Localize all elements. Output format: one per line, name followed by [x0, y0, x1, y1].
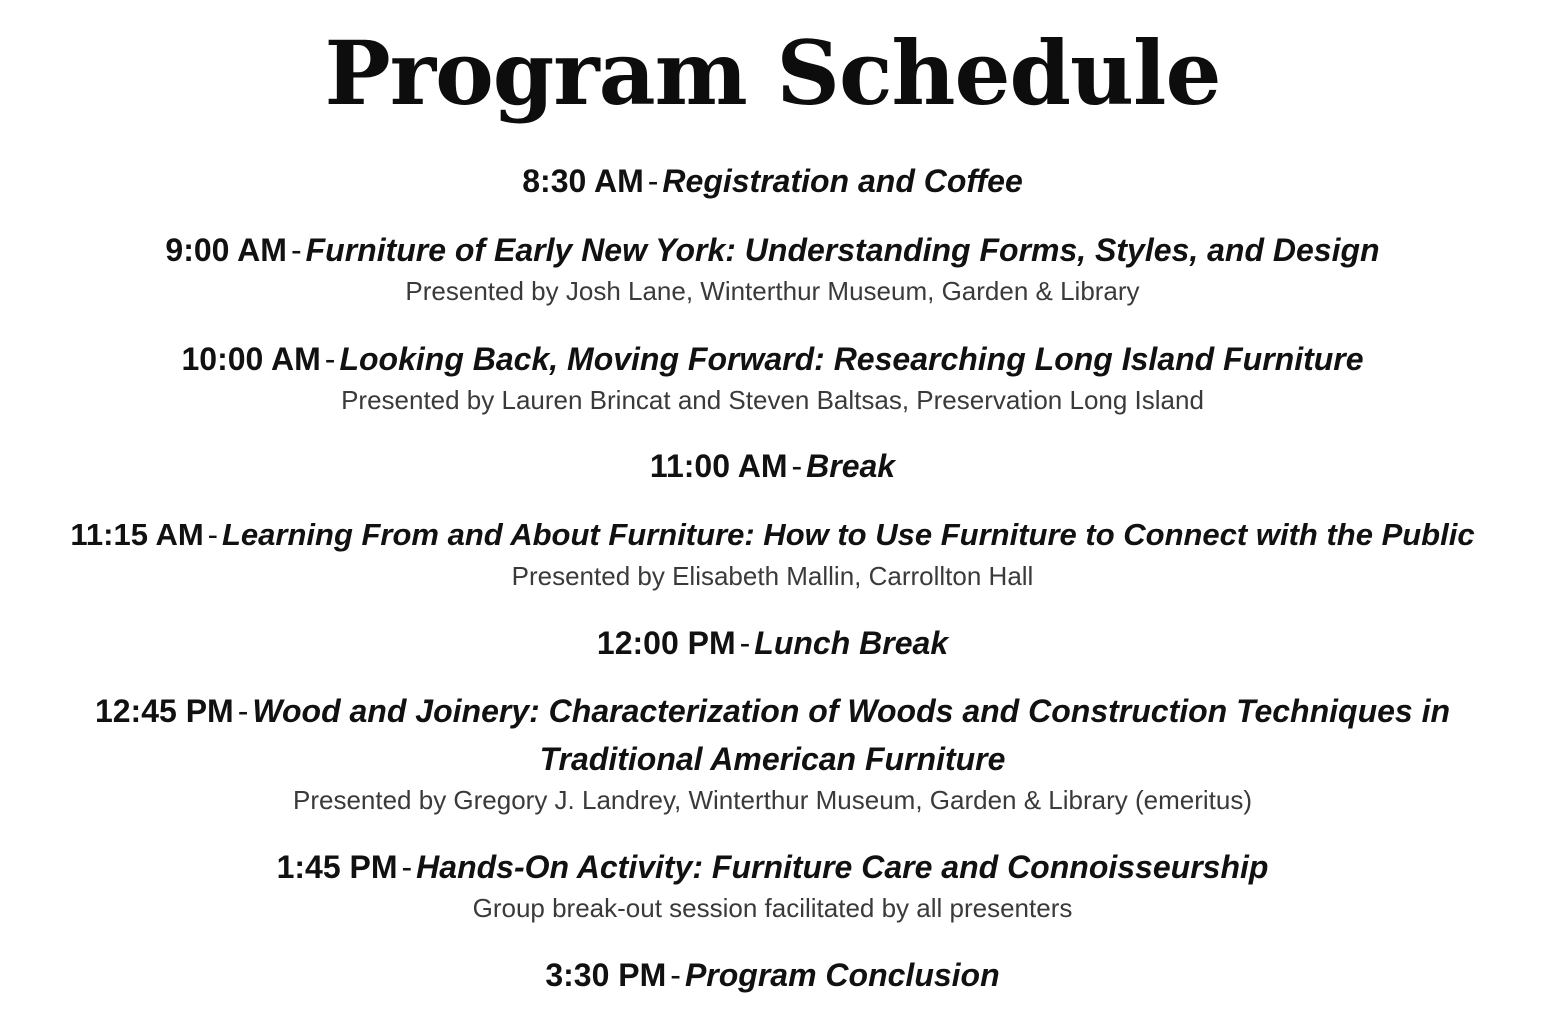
schedule-time: 11:00 AM [649, 448, 788, 484]
session-title: Wood and Joinery: Characterization of Woods and Construction Techniques in Traditional American Furniture [252, 693, 1451, 777]
schedule-item-wood-and-joinery [0, 687, 1545, 817]
schedule-headline [0, 335, 1545, 383]
schedule-headline [0, 951, 1545, 999]
time-separator: - [324, 341, 336, 377]
time-separator: - [647, 163, 659, 199]
time-separator: - [670, 957, 681, 993]
schedule-time: 12:45 PM [94, 693, 234, 729]
schedule-item-learning-from-furniture [0, 511, 1545, 593]
session-title: Hands-On Activity: Furniture Care and Connoisseurship [416, 849, 1269, 885]
time-separator: - [237, 693, 249, 729]
schedule-item-conclusion [0, 951, 1545, 999]
schedule-time: 10:00 AM [181, 341, 321, 377]
schedule-headline [0, 511, 1545, 559]
page-title: Program Schedule [324, 21, 1221, 125]
session-title: Looking Back, Moving Forward: Researching Long Island Furniture [339, 341, 1364, 377]
presenter-line: Presented by Josh Lane, Winterthur Museum, Garden & Library [405, 276, 1140, 306]
schedule-headline [43, 687, 1503, 783]
presenter-line: Presented by Lauren Brincat and Steven Baltsas, Preservation Long Island [341, 385, 1204, 415]
schedule-headline [0, 843, 1545, 891]
time-separator: - [207, 517, 218, 552]
time-separator: - [791, 448, 803, 484]
schedule-item-early-new-york [0, 226, 1545, 308]
presenter-line: Presented by Elisabeth Mallin, Carrollton Hall [511, 561, 1034, 591]
schedule-time: 9:00 AM [165, 232, 287, 268]
schedule-time: 8:30 AM [522, 163, 644, 199]
session-title: Learning From and About Furniture: How to Use Furniture to Connect with the Public [221, 517, 1475, 552]
schedule-headline [0, 619, 1545, 667]
schedule-time: 12:00 PM [596, 625, 736, 661]
time-separator: - [401, 849, 413, 885]
presenter-line: Group break-out session facilitated by all presenters [472, 893, 1073, 923]
presenter-line: Presented by Gregory J. Landrey, Winterthur Museum, Garden & Library (emeritus) [292, 785, 1252, 815]
schedule-item-long-island-furniture [0, 335, 1545, 417]
session-title: Program Conclusion [684, 957, 1000, 993]
schedule-item-lunch-break [0, 619, 1545, 667]
schedule-time: 3:30 PM [545, 957, 667, 993]
schedule-headline [0, 226, 1545, 274]
schedule-item-break [0, 442, 1545, 490]
time-separator: - [739, 625, 751, 661]
schedule-time: 1:45 PM [276, 849, 398, 885]
session-title: Break [806, 448, 896, 484]
schedule-headline [0, 442, 1545, 490]
session-title: Lunch Break [754, 625, 949, 661]
schedule-headline [0, 157, 1545, 205]
time-separator: - [290, 232, 302, 268]
schedule-time: 11:15 AM [70, 517, 204, 552]
schedule-item-hands-on-activity [0, 843, 1545, 925]
session-title: Furniture of Early New York: Understanding Forms, Styles, and Design [305, 232, 1380, 268]
schedule-item-registration [0, 157, 1545, 205]
session-title: Registration and Coffee [662, 163, 1023, 199]
